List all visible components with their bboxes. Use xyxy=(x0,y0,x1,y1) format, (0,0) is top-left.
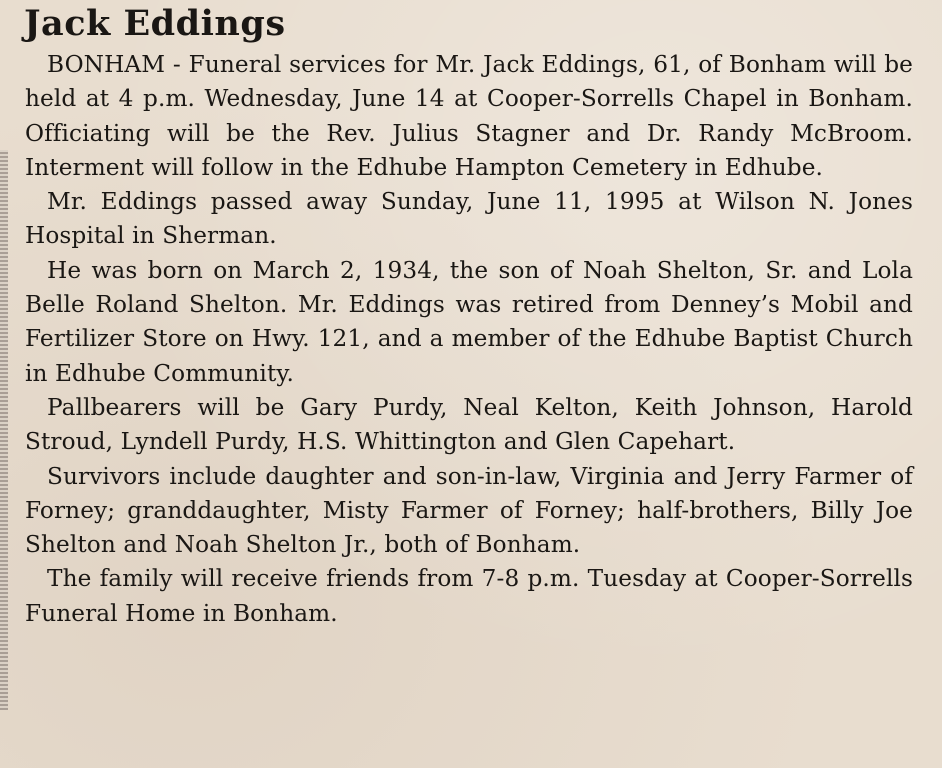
paragraph-biography: He was born on March 2, 1934, the son of Noah Shelton, Sr. and Lola Belle Roland Shelton. Mr. Eddings was retired from Denney’s Mobil and Fertilizer Store on Hwy. 121, and a member of the Edhube Baptist Church in Edhube Community. xyxy=(25,256,913,387)
paragraph-survivors: Survivors include daughter and son-in-law, Virginia and Jerry Farmer of Forney; granddaughter, Misty Farmer of Forney; half-brothers, Billy Joe Shelton and Noah Shelton Jr., both of Bonham. xyxy=(25,462,913,559)
obituary-body xyxy=(25,48,913,631)
paragraph-pallbearers: Pallbearers will be Gary Purdy, Neal Kelton, Keith Johnson, Harold Stroud, Lyndell Purdy, H.S. Whittington and Glen Capehart. xyxy=(25,393,913,456)
clipping-edge xyxy=(0,150,8,710)
paragraph-funeral-services: BONHAM - Funeral services for Mr. Jack Eddings, 61, of Bonham will be held at 4 p.m. Wednesday, June 14 at Cooper-Sorrells Chapel in Bonham. Officiating will be the Rev. Julius Stagner and Dr. Randy McBroom. Interment will follow in the Edhube Hampton Cemetery in Edhube. xyxy=(25,51,913,181)
paragraph-visitation: The family will receive friends from 7-8 p.m. Tuesday at Cooper-Sorrells Funeral Home in Bonham. xyxy=(25,565,913,627)
paragraph-passed-away: Mr. Eddings passed away Sunday, June 11, 1995 at Wilson N. Jones Hospital in Sherman. xyxy=(25,188,913,250)
obituary-headline: Jack Eddings xyxy=(24,3,286,44)
